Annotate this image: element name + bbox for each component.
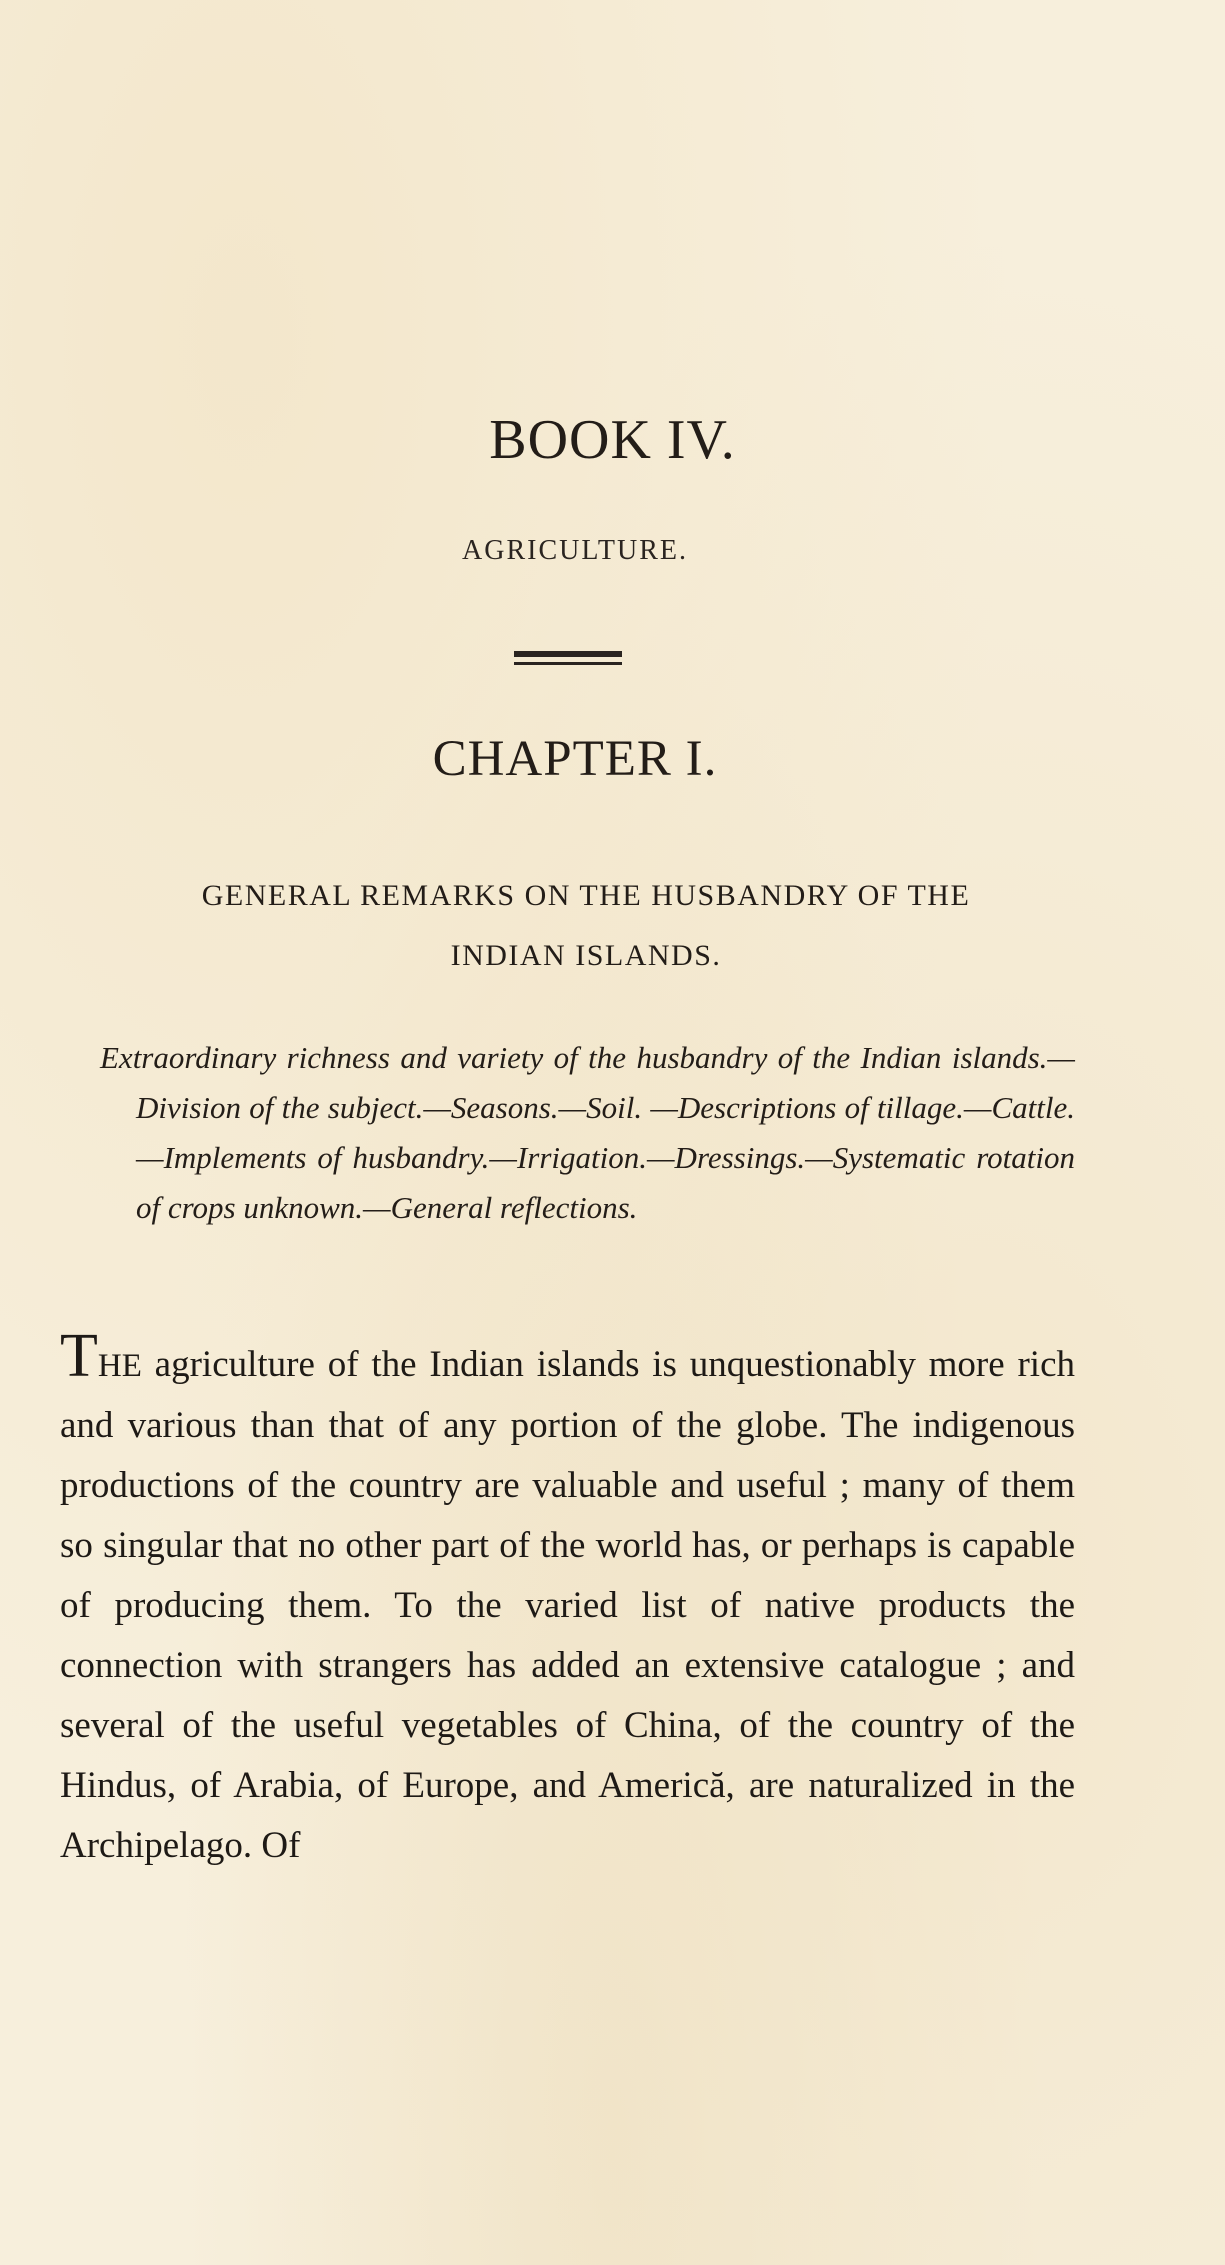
divider-thin-line (514, 662, 622, 665)
opening-small-caps: HE (97, 1348, 142, 1384)
chapter-heading-line-2: INDIAN ISLANDS. (450, 939, 722, 972)
chapter-heading-line-1: GENERAL REMARKS ON THE HUSBANDRY OF THE (201, 879, 971, 912)
chapter-heading (86, 866, 1086, 986)
book-subtitle: AGRICULTURE. (462, 535, 688, 566)
chapter-title: CHAPTER I. (432, 731, 718, 787)
book-title: BOOK IV. (489, 409, 736, 471)
body-paragraph (60, 1322, 1075, 1876)
chapter-synopsis: Extraordinary richness and variety of the husbandry of the Indian islands.—Division of the subject.—Seasons.—Soil. —Descriptions of tillage.—Cattle.—Implements of husbandry.—Irrigation.—Dressings.—Systematic rotation of crops unknown.—General reflections. (100, 1040, 1075, 1225)
divider-thick-line (514, 651, 622, 657)
drop-cap: T (60, 1322, 98, 1390)
paragraph-text: agriculture of the Indian islands is unquestionably more rich and various than that of any portion of the globe. The indigenous productions of the country are valuable and useful ; many of them so singular that no other part of the world has, or perhaps is capable of producing them. To the varied list of native products the connection with strangers has added an extensive catalogue ; and several of the useful vegetables of China, of the country of the Hindus, of Arabia, of Europe, and Americă, are naturalized in the Archipelago. Of (60, 1344, 1075, 1866)
section-divider (514, 651, 622, 668)
